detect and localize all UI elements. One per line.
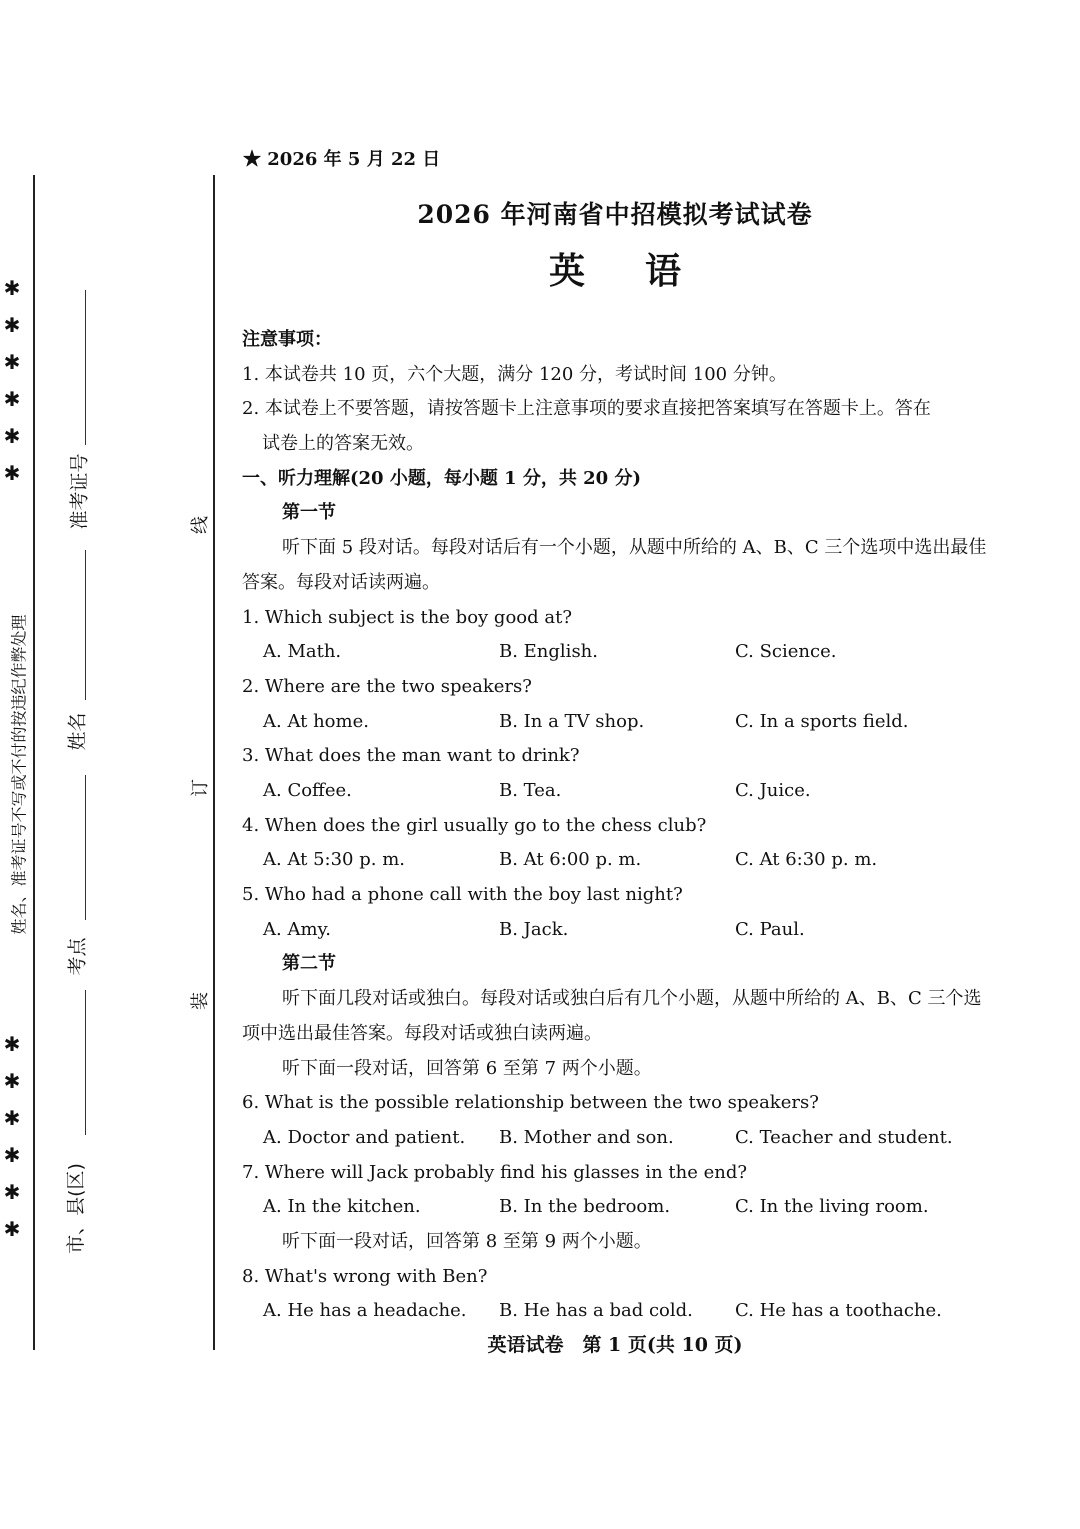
option-b: B. English. (499, 641, 598, 663)
notes-heading: 注意事项： (242, 329, 332, 350)
part2-instructions: 听下面几段对话或独白。每段对话或独白后有几个小题，从题中所给的 A、B、C 三个选项中选出最佳答案。每段对话或独白读两遍。 (242, 988, 982, 1044)
star-icon: ✱ (3, 276, 21, 300)
question-4: 4. When does the girl usually go to the chess club? (242, 814, 707, 836)
notes-item-1: 1. 本试卷共 10 页，六个大题，满分 120 分，考试时间 100 分钟。 (242, 363, 787, 385)
question-7: 7. Where will Jack probably find his glasses in the end? (242, 1161, 748, 1183)
notes-item-2a: 2. 本试卷上不要答题，请按答题卡上注意事项的要求直接把答案填写在答题卡上。答在 (242, 398, 931, 420)
star-icon: ✱ (3, 1106, 21, 1130)
star-icon: ✱ (3, 350, 21, 374)
question-2: 2. Where are the two speakers? (242, 675, 532, 697)
discipline-note: 姓名、准考证号不写或不付的按违纪作弊处理 (9, 614, 29, 935)
option-a: A. Coffee. (263, 779, 352, 801)
option-b: B. In the bedroom. (499, 1196, 671, 1218)
star-icon: ✱ (3, 1069, 21, 1093)
star-icon: ✱ (3, 387, 21, 411)
option-c: C. Teacher and student. (735, 1126, 953, 1148)
name-label: 姓名 (66, 712, 89, 751)
subject-title: 英语 (548, 250, 741, 292)
options-1 (242, 635, 992, 670)
option-b: B. Tea. (499, 779, 562, 801)
option-c: C. In the living room. (735, 1196, 929, 1218)
options-2 (242, 705, 992, 740)
option-a: A. At 5:30 p. m. (263, 849, 405, 871)
option-c: C. In a sports field. (735, 710, 909, 732)
page-footer: 英语试卷 第 1 页(共 10 页) (487, 1334, 743, 1356)
option-a: A. Amy. (263, 918, 332, 940)
district-label: 市、县(区) (64, 1163, 87, 1254)
question-5: 5. Who had a phone call with the boy last night? (242, 884, 683, 906)
options-7 (242, 1190, 992, 1225)
options-3 (242, 774, 992, 809)
options-6 (242, 1121, 992, 1156)
name-blank[interactable] (85, 550, 86, 700)
option-b: B. In a TV shop. (499, 710, 645, 732)
exam-title: 2026 年河南省中招模拟考试试卷 (417, 200, 813, 229)
options-8 (242, 1294, 992, 1329)
left-border-line (33, 175, 35, 1350)
star-icon: ✱ (3, 1143, 21, 1167)
exam-site-label: 考点 (66, 937, 89, 976)
notes-item-2b: 试卷上的答案无效。 (262, 433, 424, 455)
exam-site-blank[interactable] (85, 775, 86, 920)
part1-heading: 第一节 (282, 502, 336, 524)
exam-id-blank[interactable] (85, 290, 86, 445)
question-3: 3. What does the man want to drink? (242, 745, 580, 767)
option-a: A. At home. (263, 710, 369, 732)
district-blank[interactable] (85, 990, 86, 1135)
section1-heading: 一、听力理解(20 小题，每小题 1 分，共 20 分) (242, 467, 641, 489)
exam-date: ★ 2026 年 5 月 22 日 (243, 149, 441, 170)
binding-mark-bind: 装 (190, 992, 211, 1010)
part2-heading: 第二节 (282, 953, 336, 975)
part1-instructions: 听下面 5 段对话。每段对话后有一个小题，从题中所给的 A、B、C 三个选项中选出最佳答案。每段对话读两遍。 (242, 537, 987, 593)
star-icon: ✱ (3, 424, 21, 448)
question-1: 1. Which subject is the boy good at? (242, 606, 572, 628)
option-c: C. At 6:30 p. m. (735, 849, 878, 871)
option-b: B. He has a bad cold. (499, 1300, 693, 1322)
option-b: B. At 6:00 p. m. (499, 849, 642, 871)
star-icon: ✱ (3, 461, 21, 485)
star-icon: ✱ (3, 1032, 21, 1056)
binding-mark-staple: 订 (190, 779, 211, 797)
option-a: A. Doctor and patient. (263, 1126, 466, 1148)
option-c: C. He has a toothache. (735, 1300, 942, 1322)
exam-content (242, 323, 992, 1329)
options-5 (242, 913, 992, 948)
option-b: B. Jack. (499, 918, 569, 940)
star-icon: ✱ (3, 1217, 21, 1241)
options-4 (242, 843, 992, 878)
question-6: 6. What is the possible relationship between the two speakers? (242, 1092, 819, 1114)
question-8: 8. What's wrong with Ben? (242, 1265, 488, 1287)
option-a: A. He has a headache. (263, 1300, 467, 1322)
option-a: A. Math. (263, 641, 342, 663)
option-a: A. In the kitchen. (263, 1196, 421, 1218)
option-b: B. Mother and son. (499, 1126, 674, 1148)
dialog-8-9-instruction: 听下面一段对话，回答第 8 至第 9 两个小题。 (282, 1230, 652, 1252)
option-c: C. Science. (735, 641, 837, 663)
option-c: C. Juice. (735, 779, 811, 801)
stars-top (0, 270, 24, 492)
stars-bottom (0, 1026, 24, 1248)
binding-line (213, 175, 215, 1350)
exam-id-label: 准考证号 (68, 453, 91, 530)
dialog-6-7-instruction: 听下面一段对话，回答第 6 至第 7 两个小题。 (282, 1057, 652, 1079)
star-icon: ✱ (3, 313, 21, 337)
binding-mark-line: 线 (190, 516, 211, 534)
star-icon: ✱ (3, 1180, 21, 1204)
option-c: C. Paul. (735, 918, 805, 940)
